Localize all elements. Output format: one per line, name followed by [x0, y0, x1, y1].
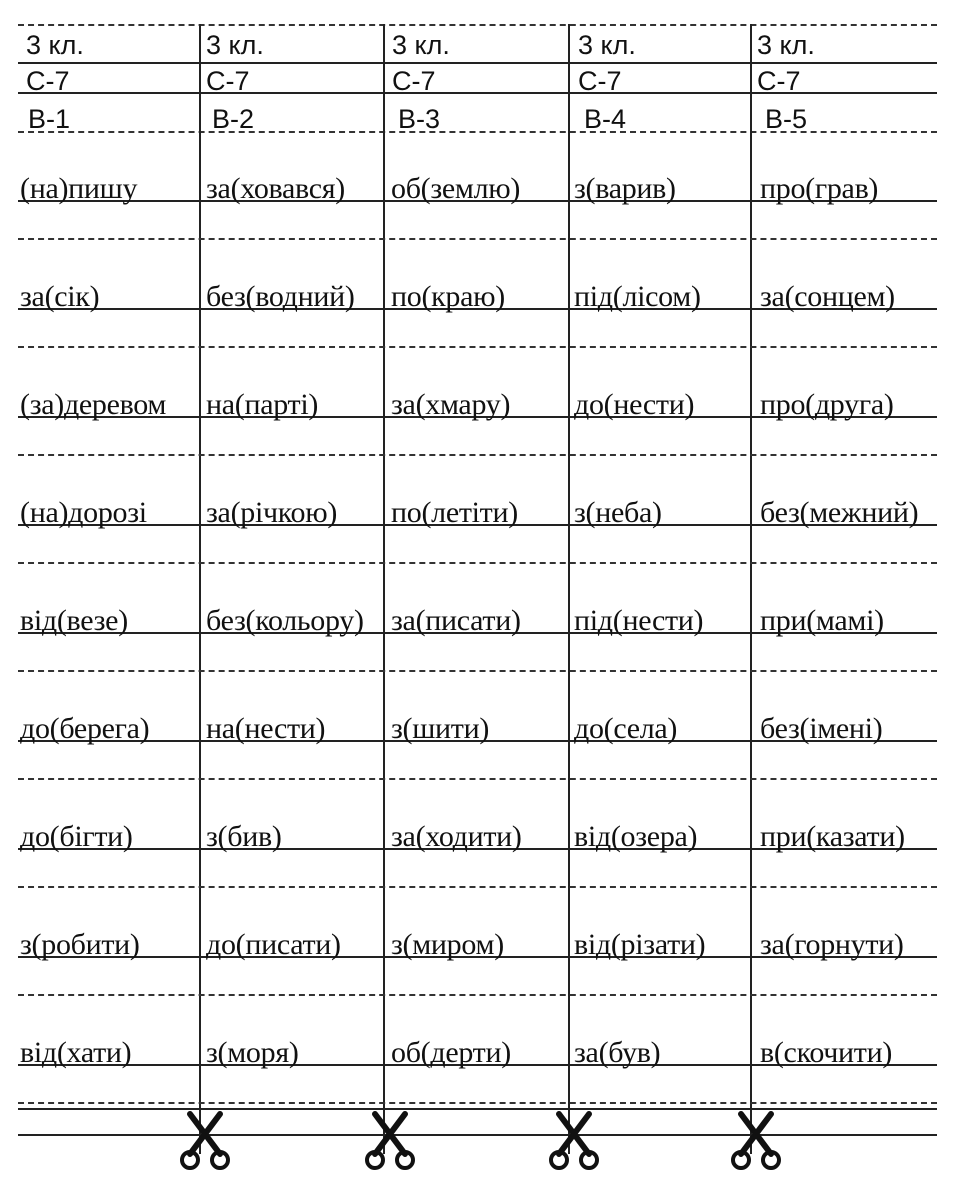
word-cell: об(землю) [391, 172, 521, 205]
scissors-icon [361, 1110, 419, 1172]
word-cell: при(мамі) [760, 604, 884, 637]
word-cell: з(робити) [20, 928, 140, 961]
word-cell: з(неба) [574, 496, 662, 529]
cut-line-bottom [18, 1134, 937, 1136]
header-code: С-7 [392, 66, 436, 96]
word-cell: до(села) [574, 712, 678, 745]
word-cell: при(казати) [760, 820, 905, 853]
word-cell: від(везе) [20, 604, 128, 637]
header-code: С-7 [757, 66, 801, 96]
row-guide-dashed [18, 670, 937, 672]
word-cell: за(сонцем) [760, 280, 895, 313]
word-cell: з(моря) [206, 1036, 299, 1069]
column-divider-2 [383, 24, 385, 1154]
word-cell: за(ходити) [391, 820, 522, 853]
word-cell: до(писати) [206, 928, 341, 961]
word-cell: з(миром) [391, 928, 504, 961]
header-variant: В-1 [28, 104, 71, 134]
word-cell: без(водний) [206, 280, 355, 313]
header-grade: 3 кл. [578, 30, 636, 60]
header-grade: 3 кл. [206, 30, 264, 60]
word-cell: до(берега) [20, 712, 150, 745]
word-cell: (за)деревом [20, 388, 167, 421]
scissors-icon [727, 1110, 785, 1172]
row-guide-dashed [18, 454, 937, 456]
column-divider-1 [199, 24, 201, 1154]
word-cell: за(горнути) [760, 928, 904, 961]
row-guide-dashed [18, 346, 937, 348]
header-dashed-line-top [18, 24, 937, 26]
header-code: С-7 [26, 66, 70, 96]
header-variant: В-3 [398, 104, 441, 134]
word-cell: під(нести) [574, 604, 704, 637]
word-cell: за(хмару) [391, 388, 511, 421]
word-cell: за(був) [574, 1036, 661, 1069]
column-divider-3 [568, 24, 570, 1154]
word-cell: від(різати) [574, 928, 706, 961]
word-cell: з(шити) [391, 712, 490, 745]
word-cell: (на)дорозі [20, 496, 147, 529]
word-cell: за(ховався) [206, 172, 345, 205]
header-code: С-7 [206, 66, 250, 96]
header-line-1 [18, 62, 937, 64]
header-variant: В-5 [765, 104, 808, 134]
header-code: С-7 [578, 66, 622, 96]
row-guide-dashed [18, 1102, 937, 1104]
header-variant: В-2 [212, 104, 255, 134]
word-cell: про(грав) [760, 172, 879, 205]
row-guide-dashed [18, 994, 937, 996]
scissors-icon [176, 1110, 234, 1172]
word-cell: з(варив) [574, 172, 676, 205]
row-guide-dashed [18, 778, 937, 780]
word-cell: без(імені) [760, 712, 883, 745]
header-grade: 3 кл. [757, 30, 815, 60]
word-cell: на(нести) [206, 712, 326, 745]
header-grade: 3 кл. [26, 30, 84, 60]
column-divider-4 [750, 24, 752, 1154]
word-cell: від(озера) [574, 820, 698, 853]
word-cell: від(хати) [20, 1036, 132, 1069]
word-cell: на(парті) [206, 388, 319, 421]
word-cell: за(сік) [20, 280, 100, 313]
row-guide-dashed [18, 238, 937, 240]
word-cell: за(річкою) [206, 496, 338, 529]
word-cell: без(кольору) [206, 604, 364, 637]
word-cell: до(нести) [574, 388, 695, 421]
word-cell: об(дерти) [391, 1036, 511, 1069]
header-variant: В-4 [584, 104, 627, 134]
word-cell: (на)пишу [20, 172, 138, 205]
word-cell: під(лісом) [574, 280, 701, 313]
cut-line-top [18, 1108, 937, 1110]
word-cell: до(бігти) [20, 820, 133, 853]
row-guide-dashed [18, 562, 937, 564]
row-guide-dashed [18, 886, 937, 888]
word-cell: в(скочити) [760, 1036, 893, 1069]
scissors-icon [545, 1110, 603, 1172]
word-cell: з(бив) [206, 820, 282, 853]
word-cell: без(межний) [760, 496, 919, 529]
word-cell: за(писати) [391, 604, 521, 637]
word-cell: про(друга) [760, 388, 894, 421]
word-cell: по(летіти) [391, 496, 518, 529]
header-grade: 3 кл. [392, 30, 450, 60]
word-cell: по(краю) [391, 280, 505, 313]
